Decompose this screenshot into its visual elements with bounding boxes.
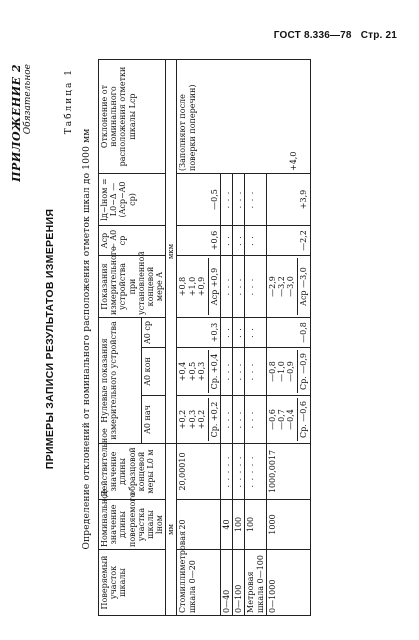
dots: . . [221, 318, 233, 348]
reading: —0,4 [286, 409, 296, 430]
dots: . . [233, 226, 245, 256]
mark-deviation-cell [177, 60, 310, 174]
units-mkm: мкм [166, 60, 177, 444]
row5-scale-section: 0—1000 [266, 550, 310, 616]
average: Aср —3,0 [297, 258, 308, 315]
row5-zero-end [266, 348, 310, 396]
row1-nominal: 20 [177, 500, 221, 550]
dots: . . . [245, 174, 266, 226]
row3-scale-section: 0—100 [233, 550, 245, 616]
appendix-title: ПРИЛОЖЕНИЕ 2 [10, 64, 23, 182]
dots: . . . [221, 396, 233, 444]
units-row [166, 60, 177, 616]
units-mm: мм [166, 444, 177, 616]
row4-scale-section: Метровая шкала 0—100 [245, 550, 266, 616]
reading: +0,8 [178, 276, 188, 297]
row5-deviation: +3,9 [266, 174, 310, 226]
reading: —3,0 [286, 276, 296, 297]
reading: +0,2 [178, 409, 188, 430]
reading: —3,2 [277, 276, 287, 297]
row1-zero-start [177, 396, 221, 444]
dots: . . . . . [245, 444, 266, 500]
col-header-mark-deviation: Отклонение от номинального расположения отметки шкалы Lср [99, 60, 166, 174]
page-number: Стр. 21 [360, 30, 397, 41]
dots: . . [245, 318, 266, 348]
reading: +0,4 [178, 361, 188, 382]
table-caption: Определение отклонений от номинального расположения отметок шкал до 1000 мм [82, 128, 92, 550]
dots: . . . [233, 396, 245, 444]
row1-gauge: 20,00010 [177, 444, 221, 500]
reading: —2,9 [267, 276, 277, 297]
dots: . . [245, 226, 266, 256]
row2-nominal: 40 [221, 500, 233, 550]
dots: . . [233, 318, 245, 348]
dots: . . . [233, 174, 245, 226]
average: Ср. +0,2 [208, 398, 219, 441]
table-number: Таблица 1 [64, 68, 74, 135]
row1-deviation: —0,5 [177, 174, 221, 226]
fill-note: (Заполняют после поверки поперечин) [178, 84, 197, 171]
col-header-gauge-length: Действительное значение длины образцовой концевой меры L0 м [99, 444, 166, 500]
dots: . . . [245, 396, 266, 444]
dots: . . . [221, 174, 233, 226]
table-row [177, 60, 221, 616]
average: Ср. +0,4 [208, 350, 219, 393]
row5-nominal: 1000 [266, 500, 310, 550]
col-header-nominal-length: Номинальное значение длины поверяемого участка шкалы lном [99, 500, 166, 550]
page-header [274, 30, 397, 41]
reading: —0,8 [267, 361, 277, 382]
row4-nominal: 100 [245, 500, 266, 550]
reading: +0,3 [196, 361, 206, 382]
row2-scale-section: 0—40 [221, 550, 233, 616]
header-row [99, 60, 142, 616]
dots: . . . [245, 256, 266, 318]
col-header-deviation-formula: lд−lном = L0−Δ — (Aср−A0 ср) [99, 174, 166, 226]
reading: +0,2 [196, 409, 206, 430]
dots: . . . [233, 256, 245, 318]
row5-zero-avg: —0,8 [266, 318, 310, 348]
average: Aср +0,9 [208, 258, 219, 315]
results-table [98, 59, 311, 616]
appendix-label [10, 64, 33, 182]
row3-nominal: 100 [233, 500, 245, 550]
row1-difference: +0,6 [177, 226, 221, 256]
reading: —0,6 [267, 409, 277, 430]
reading: +1,0 [187, 276, 197, 297]
average: Ср. —0,9 [297, 350, 308, 393]
row1-scale-section: Стомиллиметровая шкала 0—20 [177, 550, 221, 616]
col-header-difference: Aср — A0 ср [99, 226, 166, 256]
dots: . . . [245, 348, 266, 396]
row5-zero-start [266, 396, 310, 444]
reading: +0,5 [187, 361, 197, 382]
row5-difference: —2,2 [266, 226, 310, 256]
document-title: ПРИМЕРЫ ЗАПИСИ РЕЗУЛЬТАТОВ ИЗМЕРЕНИЯ [44, 208, 56, 470]
col-header-readings-with-gauge: Показания измерительного устройства при установленной концевой мере A [99, 256, 166, 318]
dots: . . . [221, 348, 233, 396]
reading: +0,3 [187, 409, 197, 430]
col-header-zero-avg: A0 ср [141, 318, 165, 348]
row5-readings [266, 256, 310, 318]
dots: . . [221, 226, 233, 256]
col-header-zero-start: A0 нач [141, 396, 165, 444]
standard-number: ГОСТ 8.336—78 [273, 30, 352, 41]
row1-readings [177, 256, 221, 318]
appendix-subtitle: Обязательное [23, 64, 33, 135]
col-header-zero-readings: Нулевые показания измерительного устройства [99, 318, 142, 444]
dots: . . . [221, 256, 233, 318]
rotated-page-content [8, 54, 412, 624]
col-header-scale-section: Поверяемый участок шкалы [99, 550, 166, 616]
row1-zero-avg: +0,3 [177, 318, 221, 348]
row2-dots: . . . . . [221, 444, 233, 500]
reading: +0,9 [196, 276, 206, 297]
reading: —0,9 [286, 361, 296, 382]
row1-zero-end [177, 348, 221, 396]
row5-final-deviation: +4,0 [288, 151, 298, 171]
reading: —1,0 [277, 361, 287, 382]
reading: —0,7 [277, 409, 287, 430]
col-header-zero-end: A0 кон [141, 348, 165, 396]
average: Ср. —0,6 [297, 398, 308, 441]
row5-gauge: 1000,0017 [266, 444, 310, 500]
dots: . . . . . [233, 444, 245, 500]
dots: . . . [233, 348, 245, 396]
